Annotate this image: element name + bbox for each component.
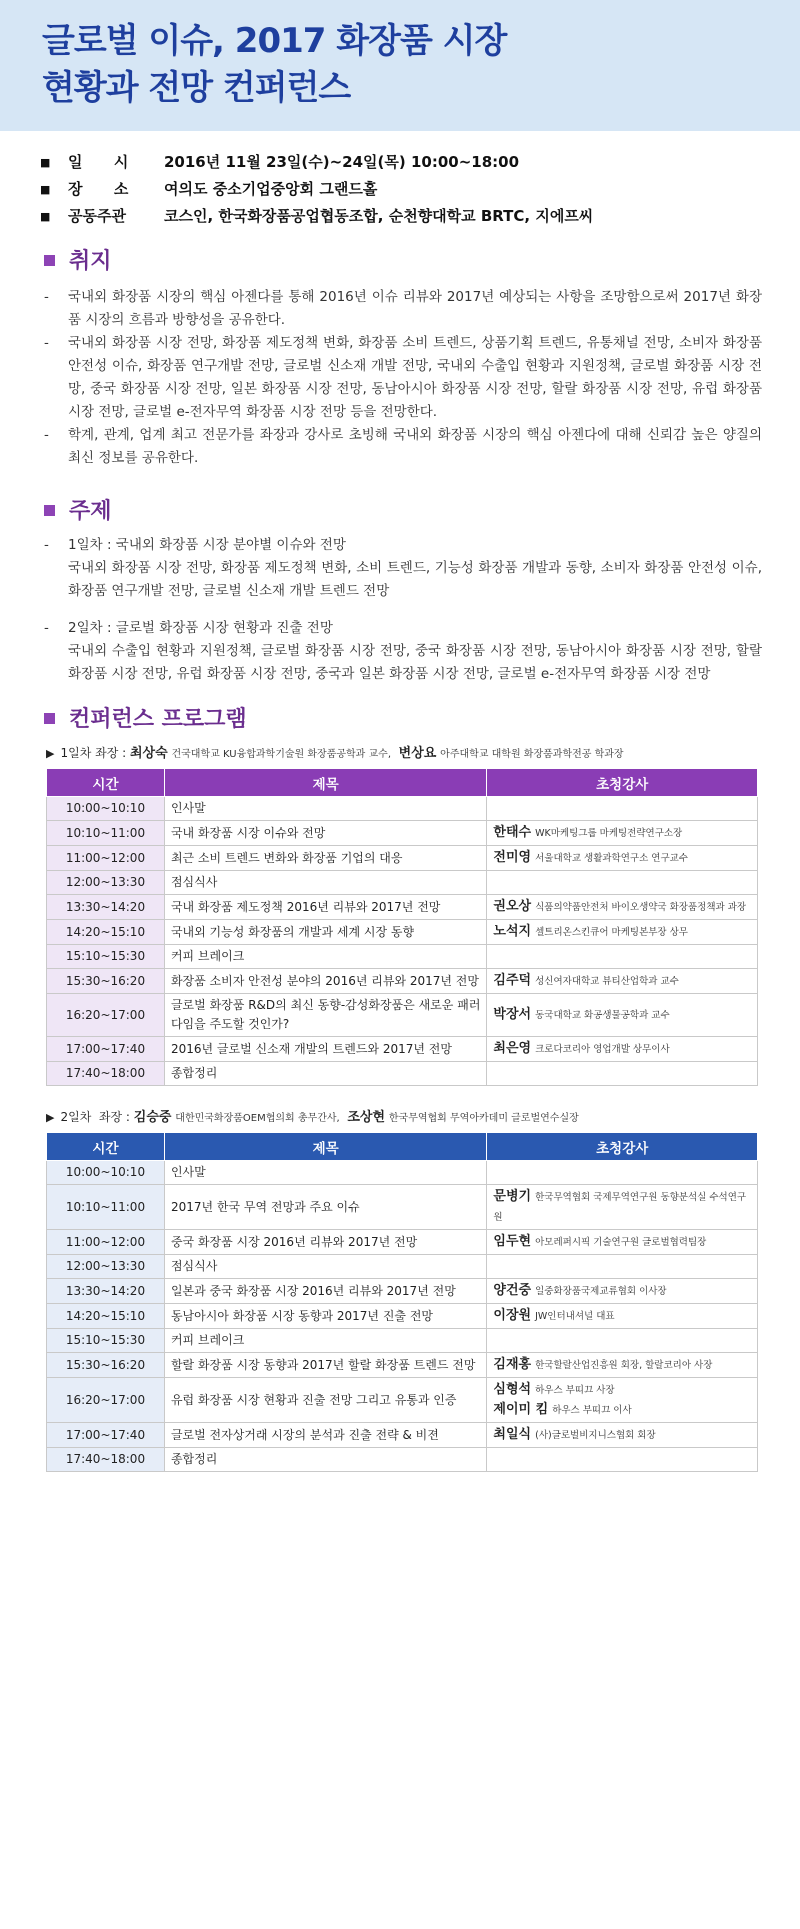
topic-cell: 최근 소비 트렌드 변화와 화장품 기업의 대응 [164, 846, 486, 871]
info-value: 여의도 중소기업중앙회 그랜드홀 [164, 180, 378, 198]
speaker-cell [487, 1329, 758, 1353]
topic-cell: 국내 화장품 제도정책 2016년 리뷰와 2017년 전망 [164, 895, 486, 920]
speaker-line [493, 1187, 751, 1227]
time-cell: 15:10~15:30 [47, 945, 165, 969]
day2-program-table [46, 1132, 758, 1472]
day1-chairs: ▶ 1일차 좌장 : 최상숙 건국대학교 KU융합과학기술원 화장품공학과 교수, 변상요 아주대학교 대학원 화장품과학전공 학과장 [46, 746, 624, 761]
square-bullet-icon: ■ [40, 210, 51, 223]
speaker-name: 제이미 킴 [493, 1402, 549, 1417]
speaker-affiliation: WK마케팅그룹 마케팅전략연구소장 [535, 828, 683, 839]
table-row [47, 994, 758, 1037]
speaker-cell [487, 945, 758, 969]
speaker-line [493, 1380, 751, 1400]
speaker-name: 문병기 [493, 1189, 532, 1204]
time-cell: 11:00~12:00 [47, 1230, 165, 1255]
speaker-cell [487, 969, 758, 994]
purpose-list [0, 286, 800, 470]
speaker-affiliation: 아모레퍼시픽 기술연구원 글로벌협력팀장 [535, 1237, 707, 1248]
page-title-line1: 글로벌 이슈, 2017 화장품 시장 [42, 21, 507, 61]
section-title-purpose: 취지 [0, 242, 800, 282]
time-cell: 17:40~18:00 [47, 1062, 165, 1086]
speaker-cell [487, 1255, 758, 1279]
table-row [47, 1329, 758, 1353]
topic-cell: 글로벌 화장품 R&D의 최신 동향-감성화장품은 새로운 패러다임을 주도할 것인가? [164, 994, 486, 1037]
topic-cell: 2016년 글로벌 신소재 개발의 트렌드와 2017년 전망 [164, 1037, 486, 1062]
time-cell: 11:00~12:00 [47, 846, 165, 871]
speaker-affiliation: 한국할랄산업진흥원 회장, 할랄코리아 사장 [535, 1360, 713, 1371]
time-cell: 15:30~16:20 [47, 969, 165, 994]
list-item: - 1일차 : 국내외 화장품 시장 분야별 이슈와 전망 [44, 537, 346, 553]
speaker-cell [487, 1062, 758, 1086]
table-row [47, 895, 758, 920]
speaker-cell [487, 1353, 758, 1378]
speaker-line [493, 897, 751, 917]
theme-list [0, 534, 800, 686]
speaker-line [493, 971, 751, 991]
speaker-name: 심형석 [493, 1382, 532, 1397]
speaker-line [493, 823, 751, 843]
time-cell: 10:00~10:10 [47, 797, 165, 821]
speaker-cell [487, 994, 758, 1037]
info-value: 2016년 11월 23일(수)~24일(목) 10:00~18:00 [164, 153, 520, 171]
list-item: - 국내외 화장품 시장의 핵심 아젠다를 통해 2016년 이슈 리뷰와 2017년 예상되는 사항을 조망함으로써 2017년 화장품 시장의 흐름과 방향성을 공유한다. [44, 289, 762, 328]
time-cell: 12:00~13:30 [47, 1255, 165, 1279]
speaker-affiliation: 셀트리온스킨큐어 마케팅본부장 상무 [535, 927, 688, 938]
event-info [0, 131, 800, 242]
table-row [47, 1378, 758, 1423]
table-row [47, 1062, 758, 1086]
table-row [47, 821, 758, 846]
speaker-cell [487, 1448, 758, 1472]
square-bullet-icon [44, 255, 55, 266]
topic-cell: 동남아시아 화장품 시장 동향과 2017년 진출 전망 [164, 1304, 486, 1329]
topic-cell: 커피 브레이크 [164, 945, 486, 969]
speaker-cell [487, 1378, 758, 1423]
time-cell: 14:20~15:10 [47, 1304, 165, 1329]
speaker-name: 박장서 [493, 1007, 532, 1022]
info-row-hosts [40, 203, 800, 230]
speaker-cell [487, 797, 758, 821]
topic-cell: 점심식사 [164, 1255, 486, 1279]
speaker-affiliation: 일중화장품국제교류협회 이사장 [535, 1286, 667, 1297]
speaker-cell [487, 1185, 758, 1230]
speaker-cell [487, 1304, 758, 1329]
table-row [47, 1185, 758, 1230]
speaker-affiliation: JW인터내셔널 대표 [535, 1311, 615, 1322]
topic-cell: 일본과 중국 화장품 시장 2016년 리뷰와 2017년 전망 [164, 1279, 486, 1304]
table-row [47, 969, 758, 994]
time-cell: 17:00~17:40 [47, 1423, 165, 1448]
speaker-name: 이장원 [493, 1308, 532, 1323]
speaker-name: 김주덕 [493, 973, 532, 988]
speaker-cell [487, 846, 758, 871]
time-cell: 17:40~18:00 [47, 1448, 165, 1472]
table-row [47, 1448, 758, 1472]
square-bullet-icon [44, 713, 55, 724]
square-bullet-icon: ■ [40, 183, 51, 196]
topic-cell: 종합정리 [164, 1062, 486, 1086]
speaker-cell [487, 920, 758, 945]
list-item: - 국내외 화장품 시장 전망, 화장품 제도정책 변화, 화장품 소비 트렌드, 상품기획 트렌드, 유통채널 전망, 소비자 화장품 안전성 이슈, 화장품 연구개발 전망, 글로벌 신소재 개발 전망, 국내외 수출입 현황과 지원정책, 글로벌 화장품 시장 전망, 중국 화장품 시장 전망, 일본 화장품 시장 전망, 동남아시아 화장품 시장 전망, 할랄 화장품 시장 전망, 유럽 화장품 시장 전망, 글로벌 e-전자무역 화장품 시장 전망 등을 전망한다. [44, 335, 762, 420]
speaker-line [493, 848, 751, 868]
speaker-affiliation: 서울대학교 생활과학연구소 연구교수 [535, 853, 688, 864]
info-label: 공동주관 [68, 207, 126, 225]
topic-cell: 할랄 화장품 시장 동향과 2017년 할랄 화장품 트렌드 전망 [164, 1353, 486, 1378]
table-row [47, 1037, 758, 1062]
speaker-name: 최일식 [493, 1427, 532, 1442]
col-header-topic: 제목 [164, 769, 486, 797]
topic-cell: 국내 화장품 시장 이슈와 전망 [164, 821, 486, 846]
time-cell: 13:30~14:20 [47, 1279, 165, 1304]
table-row [47, 1161, 758, 1185]
topic-cell: 국내외 기능성 화장품의 개발과 세계 시장 동향 [164, 920, 486, 945]
list-item-body: 국내외 화장품 시장 전망, 화장품 제도정책 변화, 소비 트렌드, 기능성 화장품 개발과 동향, 소비자 화장품 안전성 이슈, 화장품 연구개발 전망, 글로벌 신소재 개발 트렌드 전망 [68, 560, 762, 599]
table-row [47, 1230, 758, 1255]
time-cell: 14:20~15:10 [47, 920, 165, 945]
speaker-line [493, 1281, 751, 1301]
speaker-affiliation: 하우스 부띠끄 사장 [535, 1385, 615, 1396]
page-title-line2: 현황과 전망 컨퍼런스 [42, 68, 351, 108]
speaker-line [493, 1039, 751, 1059]
topic-cell: 2017년 한국 무역 전망과 주요 이슈 [164, 1185, 486, 1230]
info-row-venue [40, 176, 800, 203]
speaker-line [493, 922, 751, 942]
speaker-line [493, 1005, 751, 1025]
table-row [47, 871, 758, 895]
info-label: 장 소 [68, 180, 129, 198]
col-header-time: 시간 [47, 769, 165, 797]
time-cell: 13:30~14:20 [47, 895, 165, 920]
speaker-cell [487, 1230, 758, 1255]
section-title-theme: 주제 [0, 492, 800, 532]
time-cell: 16:20~17:00 [47, 1378, 165, 1423]
day1-program-table [46, 768, 758, 1086]
time-cell: 17:00~17:40 [47, 1037, 165, 1062]
speaker-name: 임두현 [493, 1234, 532, 1249]
square-bullet-icon [44, 505, 55, 516]
table-row [47, 920, 758, 945]
col-header-topic: 제목 [164, 1133, 486, 1161]
topic-cell: 중국 화장품 시장 2016년 리뷰와 2017년 전망 [164, 1230, 486, 1255]
speaker-line [493, 1355, 751, 1375]
day2-chairs: ▶ 2일차 좌장 : 김승중 대한민국화장품OEM협의회 총무간사, 조상현 한국무역협회 무역아카데미 글로벌연수실장 [46, 1110, 579, 1125]
table-row [47, 846, 758, 871]
time-cell: 15:30~16:20 [47, 1353, 165, 1378]
speaker-line [493, 1232, 751, 1252]
speaker-name: 전미영 [493, 850, 532, 865]
triangle-bullet-icon: ▶ [46, 747, 55, 760]
speaker-name: 양건중 [493, 1283, 532, 1298]
topic-cell: 종합정리 [164, 1448, 486, 1472]
speaker-name: 최은영 [493, 1041, 532, 1056]
table-row [47, 797, 758, 821]
speaker-line [493, 1306, 751, 1326]
speaker-name: 한태수 [493, 825, 532, 840]
list-item: - 2일차 : 글로벌 화장품 시장 현황과 진출 전망 [44, 620, 333, 636]
col-header-speaker: 초청강사 [487, 769, 758, 797]
table-row [47, 1279, 758, 1304]
table-row [47, 1423, 758, 1448]
speaker-cell [487, 821, 758, 846]
table-row [47, 1353, 758, 1378]
topic-cell: 화장품 소비자 안전성 분야의 2016년 리뷰와 2017년 전망 [164, 969, 486, 994]
table-row [47, 945, 758, 969]
triangle-bullet-icon: ▶ [46, 1111, 55, 1124]
page-header [0, 0, 800, 131]
speaker-affiliation: 크로다코리아 영업개발 상무이사 [535, 1044, 670, 1055]
speaker-affiliation: 한국무역협회 국제무역연구원 동향분석실 수석연구원 [493, 1192, 747, 1223]
topic-cell: 유럽 화장품 시장 현황과 진출 전망 그리고 유통과 인증 [164, 1378, 486, 1423]
topic-cell: 글로벌 전자상거래 시장의 분석과 진출 전략 & 비젼 [164, 1423, 486, 1448]
info-row-date [40, 149, 800, 176]
speaker-cell [487, 1037, 758, 1062]
time-cell: 10:10~11:00 [47, 1185, 165, 1230]
speaker-name: 노석지 [493, 924, 532, 939]
time-cell: 10:00~10:10 [47, 1161, 165, 1185]
speaker-cell [487, 1279, 758, 1304]
speaker-cell [487, 871, 758, 895]
info-label: 일 시 [68, 153, 129, 171]
speaker-line [493, 1425, 751, 1445]
speaker-affiliation: 성신여자대학교 뷰티산업학과 교수 [535, 976, 679, 987]
time-cell: 15:10~15:30 [47, 1329, 165, 1353]
speaker-affiliation: 식품의약품안전처 바이오생약국 화장품정책과 과장 [535, 902, 747, 913]
time-cell: 10:10~11:00 [47, 821, 165, 846]
col-header-speaker: 초청강사 [487, 1133, 758, 1161]
speaker-affiliation: 동국대학교 화공생물공학과 교수 [535, 1010, 670, 1021]
section-title-program: 컨퍼런스 프로그램 [0, 700, 800, 740]
info-value: 코스인, 한국화장품공업협동조합, 순천향대학교 BRTC, 지에프씨 [164, 207, 594, 225]
square-bullet-icon: ■ [40, 156, 51, 169]
speaker-affiliation: 하우스 부띠끄 이사 [552, 1405, 632, 1416]
time-cell: 16:20~17:00 [47, 994, 165, 1037]
col-header-time: 시간 [47, 1133, 165, 1161]
table-row [47, 1304, 758, 1329]
speaker-affiliation: (사)글로벌비지니스협회 회장 [535, 1430, 656, 1441]
speaker-line [493, 1400, 751, 1420]
list-item-body: 국내외 수출입 현황과 지원정책, 글로벌 화장품 시장 전망, 중국 화장품 시장 전망, 동남아시아 화장품 시장 전망, 할랄 화장품 시장 전망, 유럽 화장품 시장 전망, 중국과 일본 화장품 시장 전망, 글로벌 e-전자무역 화장품 시장 전망 [68, 643, 762, 682]
speaker-cell [487, 1423, 758, 1448]
time-cell: 12:00~13:30 [47, 871, 165, 895]
topic-cell: 인사말 [164, 1161, 486, 1185]
list-item: - 학계, 관계, 업계 최고 전문가를 좌장과 강사로 초빙해 국내외 화장품 시장의 핵심 아젠다에 대해 신뢰감 높은 양질의 최신 정보를 공유한다. [44, 427, 762, 466]
speaker-name: 권오상 [493, 899, 532, 914]
speaker-cell [487, 1161, 758, 1185]
topic-cell: 인사말 [164, 797, 486, 821]
speaker-cell [487, 895, 758, 920]
speaker-name: 김재홍 [493, 1357, 532, 1372]
topic-cell: 점심식사 [164, 871, 486, 895]
table-row [47, 1255, 758, 1279]
topic-cell: 커피 브레이크 [164, 1329, 486, 1353]
